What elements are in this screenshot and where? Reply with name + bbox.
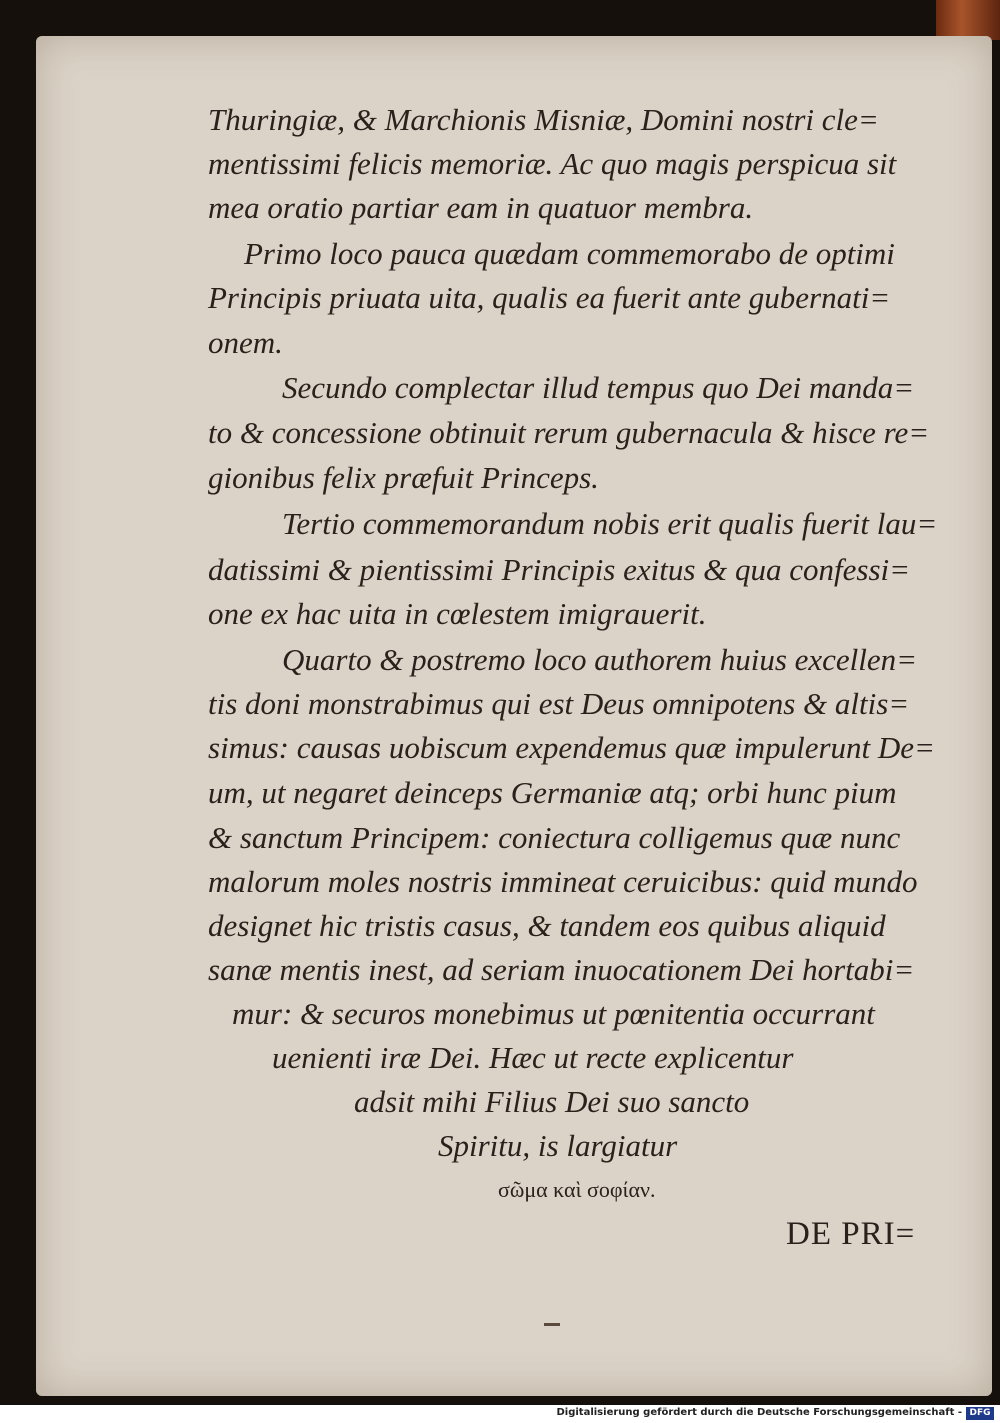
text-line: to & concessione obtinuit rerum gubernacula & hisce re= xyxy=(208,415,930,450)
text-line: mur: & securos monebimus ut pœnitentia occurrant xyxy=(232,996,875,1031)
text-line: onem. xyxy=(208,325,283,360)
text-line: Primo loco pauca quædam commemorabo de optimi xyxy=(244,236,895,271)
text-line: simus: causas uobiscum expendemus quæ impulerunt De= xyxy=(208,730,935,765)
text-line: Principis priuata uita, qualis ea fuerit ante gubernati= xyxy=(208,280,891,315)
text-line: malorum moles nostris immineat ceruicibus: quid mundo xyxy=(208,864,918,899)
text-line: uenienti iræ Dei. Hæc ut recte explicentur xyxy=(272,1040,794,1075)
book-spine-edge xyxy=(936,0,1000,40)
text-line: tis doni monstrabimus qui est Deus omnipotens & altis= xyxy=(208,686,910,721)
footer-credit: Digitalisierung gefördert durch die Deutsche Forschungsgemeinschaft - xyxy=(556,1407,962,1418)
greek-line: σῶμα καὶ σοφίαν. xyxy=(498,1177,656,1202)
text-line: Spiritu, is largiatur xyxy=(438,1128,678,1163)
text-line: Secundo complectar illud tempus quo Dei manda= xyxy=(282,370,915,405)
text-line: Thuringiæ, & Marchionis Misniæ, Domini nostri cle= xyxy=(208,102,879,137)
text-line: sanæ mentis inest, ad seriam inuocationem Dei hortabi= xyxy=(208,952,915,987)
page-text xyxy=(36,36,992,1396)
catchword: DE PRI= xyxy=(786,1216,916,1252)
text-line: um, ut negaret deinceps Germaniæ atq; orbi hunc pium xyxy=(208,775,897,810)
text-line: & sanctum Principem: coniectura colligemus quæ nunc xyxy=(208,820,901,855)
page-mark xyxy=(544,1323,560,1326)
text-line: mea oratio partiar eam in quatuor membra. xyxy=(208,190,754,225)
text-line: Quarto & postremo loco authorem huius excellen= xyxy=(282,642,918,677)
text-line: Tertio commemorandum nobis erit qualis fuerit lau= xyxy=(282,506,938,541)
text-line: datissimi & pientissimi Principis exitus & qua confessi= xyxy=(208,552,911,587)
text-line: designet hic tristis casus, & tandem eos quibus aliquid xyxy=(208,908,886,943)
book-page xyxy=(36,36,992,1396)
text-line: gionibus felix præfuit Princeps. xyxy=(208,460,599,495)
text-line: one ex hac uita in cœlestem imigrauerit. xyxy=(208,596,707,631)
text-line: adsit mihi Filius Dei suo sancto xyxy=(354,1084,750,1119)
footer-bar xyxy=(0,1405,1000,1423)
dfg-logo-icon: DFG xyxy=(966,1407,994,1420)
text-line: mentissimi felicis memoriæ. Ac quo magis perspicua sit xyxy=(208,146,897,181)
